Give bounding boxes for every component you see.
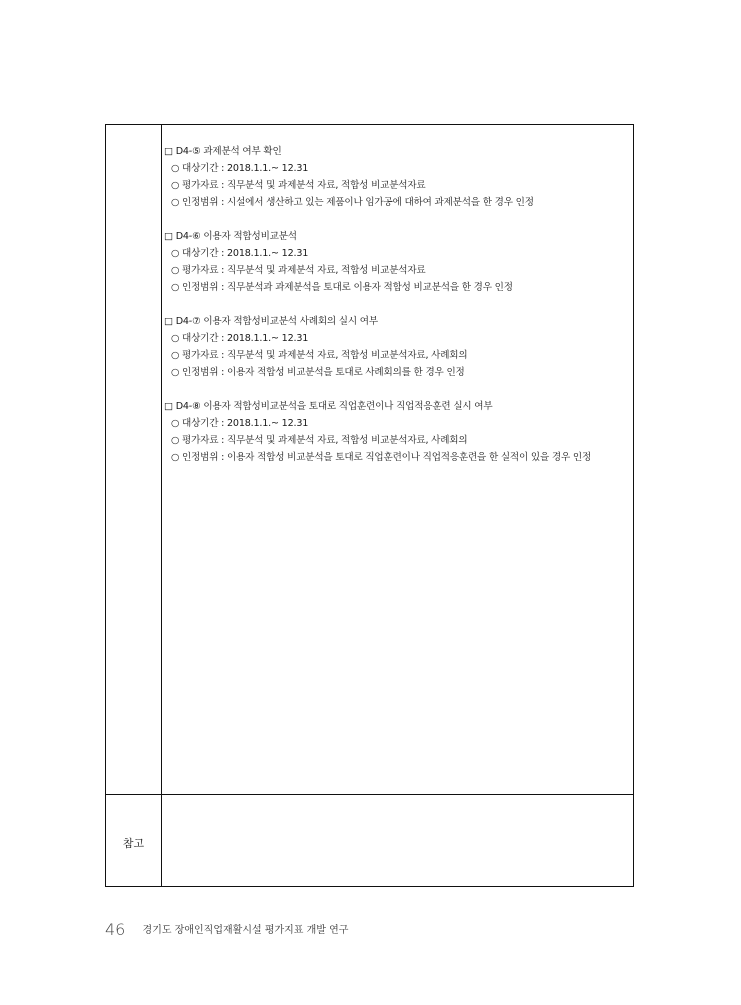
section-d4-7 (164, 313, 632, 381)
section-item: ○ 대상기간 : 2018.1.1.~ 12.31 (171, 248, 309, 259)
section-item: ○ 인정범위 : 시설에서 생산하고 있는 제품이나 임가공에 대하여 과제분석을 한 경우 인정 (171, 197, 534, 208)
section-title: □ D4-⑧ 이용자 적합성비교분석을 토대로 직업훈련이나 직업적응훈련 실시 여부 (164, 401, 493, 412)
section-item: ○ 대상기간 : 2018.1.1.~ 12.31 (171, 163, 309, 174)
section-item: ○ 평가자료 : 직무분석 및 과제분석 자료, 적합성 비교분석자료 (171, 265, 426, 276)
section-item: ○ 인정범위 : 직무분석과 과제분석을 토대로 이용자 적합성 비교분석을 한 경우 인정 (171, 282, 513, 293)
section-d4-6 (164, 228, 632, 296)
page-number: 46 (105, 920, 126, 939)
criteria-content (164, 143, 632, 483)
section-title: □ D4-⑦ 이용자 적합성비교분석 사례회의 실시 여부 (164, 316, 378, 327)
section-title: □ D4-⑥ 이용자 적합성비교분석 (164, 231, 297, 242)
section-item: ○ 대상기간 : 2018.1.1.~ 12.31 (171, 418, 309, 429)
footer-title: 경기도 장애인직업재활시설 평가지표 개발 연구 (142, 925, 349, 936)
section-d4-8 (164, 398, 632, 466)
section-item: ○ 인정범위 : 이용자 적합성 비교분석을 토대로 직업훈련이나 직업적응훈련을 한 실적이 있을 경우 인정 (171, 452, 592, 463)
section-title: □ D4-⑤ 과제분석 여부 확인 (164, 146, 282, 157)
reference-label: 참고 (122, 837, 145, 850)
section-item: ○ 평가자료 : 직무분석 및 과제분석 자료, 적합성 비교분석자료, 사례회의 (171, 350, 468, 361)
section-item: ○ 평가자료 : 직무분석 및 과제분석 자료, 적합성 비교분석자료 (171, 180, 426, 191)
section-item: ○ 인정범위 : 이용자 적합성 비교분석을 토대로 사례회의를 한 경우 인정 (171, 367, 465, 378)
section-item: ○ 평가자료 : 직무분석 및 과제분석 자료, 적합성 비교분석자료, 사례회의 (171, 435, 468, 446)
document-table (105, 124, 634, 887)
section-d4-5 (164, 143, 632, 211)
page-footer (105, 920, 348, 939)
row-divider (106, 794, 633, 795)
section-item: ○ 대상기간 : 2018.1.1.~ 12.31 (171, 333, 309, 344)
column-divider (161, 125, 162, 886)
